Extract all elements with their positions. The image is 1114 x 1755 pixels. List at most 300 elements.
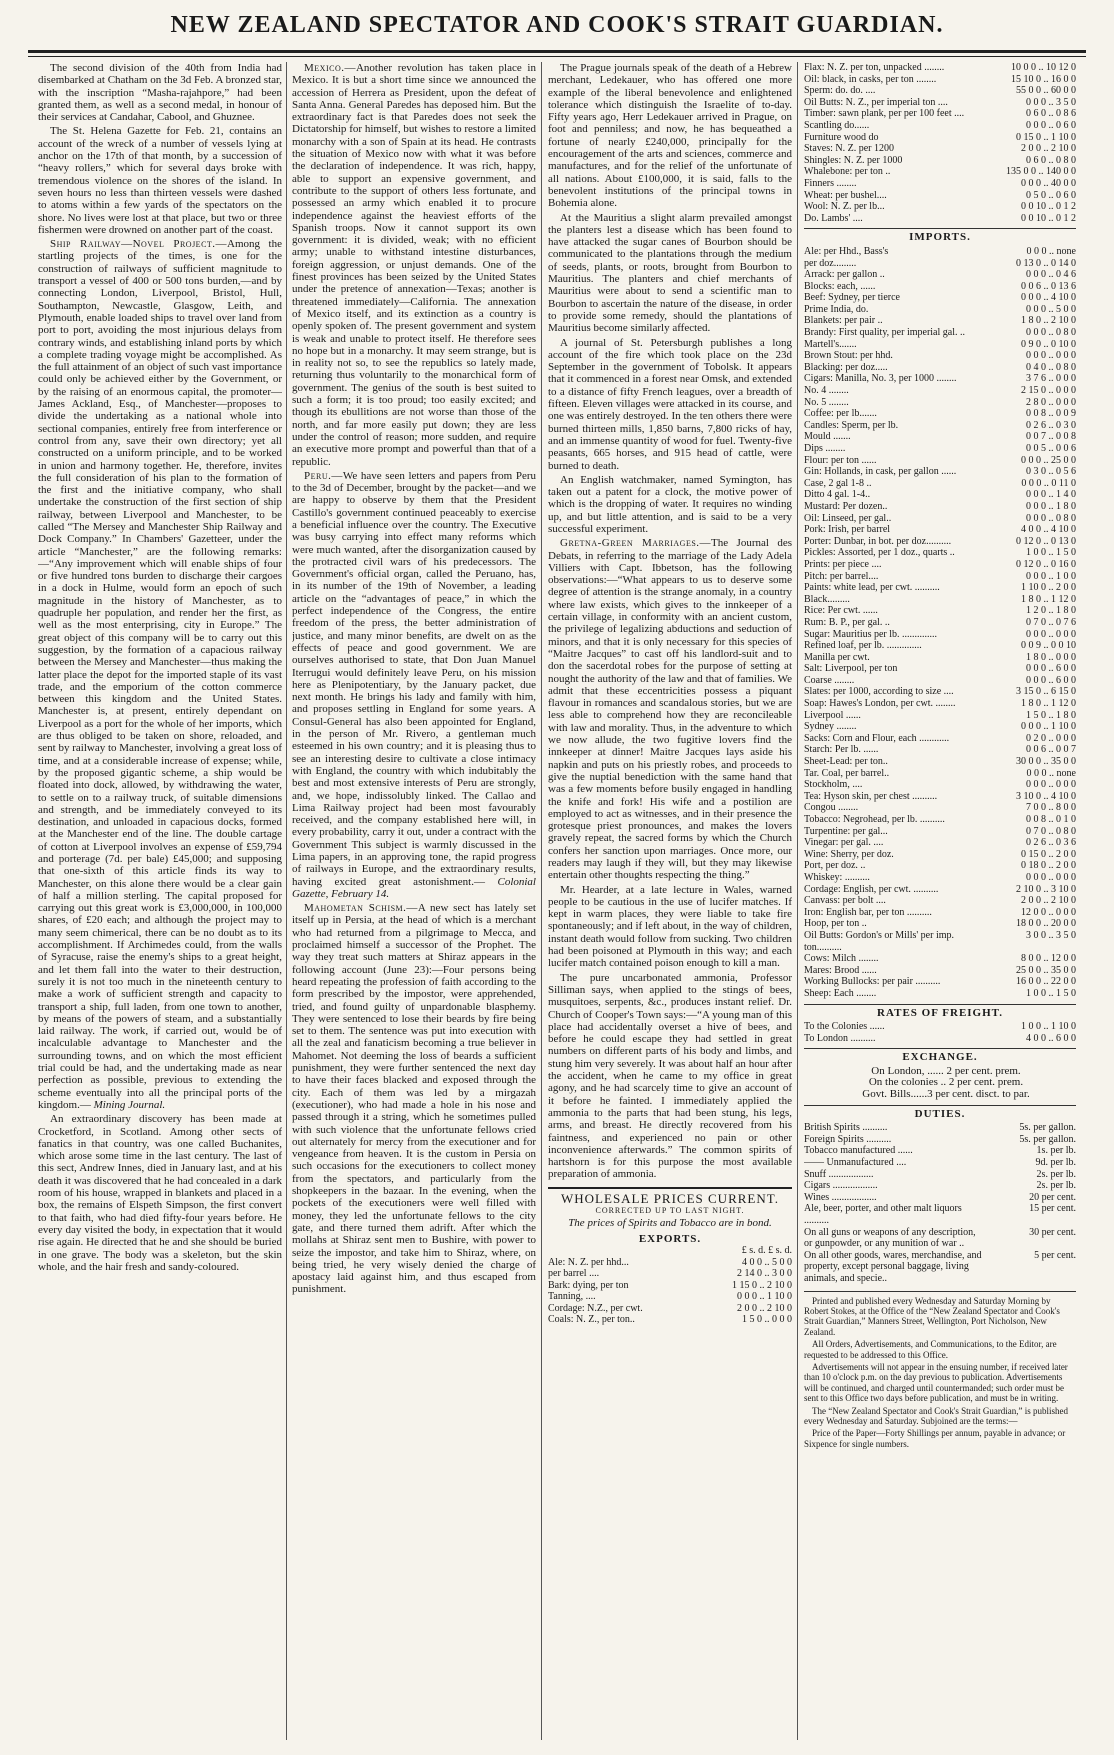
price-row	[804, 85, 1076, 97]
price-value: 0 0 0 .. 0 0 0	[1026, 628, 1076, 640]
price-item: Blankets: per pair ..	[804, 315, 883, 327]
colophon-paragraph: The “New Zealand Spectator and Cook's Strait Guardian,” is published every Wednesday and Saturday. Subjoined are the terms:—	[804, 1405, 1069, 1427]
price-value: 0 0 0 .. 6 0 0	[1026, 663, 1076, 675]
price-value: 5s. per gallon.	[1019, 1122, 1076, 1134]
article-paragraph	[548, 337, 792, 472]
price-row	[804, 814, 1076, 826]
article-paragraph	[548, 474, 792, 535]
column-1	[38, 62, 282, 1740]
price-row	[548, 1314, 792, 1326]
price-item: Wool: N. Z. per lb...	[804, 201, 885, 213]
price-value: 2 0 0 .. 2 10 0	[1021, 143, 1076, 155]
article-text: Among the startling projects of the times, is one for the construction of railways of sufficient magnitude to transport a vessel of 400 or 500 tons burden,—and by connecting London, Liverpool, Bristol, Hull, Southampton, Newcastle, Glasgow, Leith, and Plymouth, enable loaded ships to travel over land from port to port, avoiding the most injurious delays from contrary winds, and establishing inland ports by which a complete trading voyage might be accomplished. As the full attainment of an object of such vast importance could only be achieved either by the Government, or by the raising of an enormous capital, the promoter—James Ackland, Esq., of Manchester—proposes to divide the undertaking as a national whole into sectional companies, entirely free from interference or control from any, save their own directory; yet all constructed on a uniform principle, and to be worked in union and harmony together. He, therefore, invites the full consideration of his plan to the formation of the first and the initiative company, who shall undertake the construction of the first section of ship railway, between Liverpool and Manchester, to be called “The Mersey and Manchester Ship Railway and Dock Company.” In Chambers' Gazetteer, under the article “Manchester,” are the following remarks:—“Any improvement which will enable ships of four or five hundred tons burden to discharge their cargoes in a dock in Hulme, would form an epoch of such magnitude in the history of Manchester, as to quadruple her population, and render her the first, as well as the most enterprising, city in Europe.” The great object of this company will be to carry out this suggestion, by the formation of a capacious railway between the Mersey and Manchester—thus making the latter place the depot for the imported staple of its vast trade, and the emporium of the cotton commerce between this kingdom and the United States. Manchester is, at present, entirely dependant on Liverpool as a port for the whole of her imports, which are thus obliged to be taken on shore, reloaded, and sent by railway to Manchester, involving a great loss of time, and at a considerable increase of expense; while, by the proposed gigantic scheme, a ship would be floated into dock, allowed, by withdrawing the water, to settle on to a railway truck, of suitable dimensions and strength, and be immediately conveyed to its destination, and unloaded in capacious docks, formed at the Manchester end of the line. The double cartage of cotton at Liverpool involves an expense of £59,794 and porterage (7d. per bale) £45,000; and supposing that one-sixth of this article finds its way to Manchester, on this alone there would be a clear gain of half a million sterling. The capital proposed for carrying out this great work is £3,000,000, in 100,000 shares, of £20 each; and although the project may to many seem chimerical, there can be no doubt as to its accomplishment. If Archimedes could, from the walls of Syracuse, raise the enemy's ships to a great height, and let them fall into the water to their destruction, surely it is not too much in the nineteenth century to make a work of sufficient strength and capacity to transport a ship, full laden, from one town to another, by means of the powers of steam, and a substantially laid railway. The work, if carried out, would be of incalculable advantage to Manchester and the surrounding towns, and on which the most efficient trial could be had, and the undertaking made as near perfection as possible, previous to extending the scheme eventually into all the principal ports of the kingdom.—	[38, 238, 282, 1111]
price-row	[804, 258, 1076, 270]
price-row	[548, 1280, 792, 1292]
price-item: Beef: Sydney, per tierce	[804, 292, 900, 304]
price-row	[804, 292, 1076, 304]
colophon-paragraph: Price of the Paper—Forty Shillings per annum, payable in advance; or Sixpence for single numbers.	[804, 1428, 1066, 1449]
freight-table	[804, 1021, 1076, 1044]
price-item: Shingles: N. Z. per 1000	[804, 154, 903, 166]
price-item: Ditto 4 gal. 1-4..	[804, 489, 871, 501]
price-item: Black.........	[804, 593, 850, 605]
price-row	[804, 143, 1076, 155]
price-row	[804, 536, 1076, 548]
price-row	[804, 582, 1076, 594]
price-value: 2s. per lb.	[1036, 1180, 1076, 1192]
price-value: 3 7 6 .. 0 0 0	[1026, 373, 1076, 385]
price-value: 16 0 0 .. 22 0 0	[1016, 976, 1076, 988]
price-value: 0 0 7 .. 0 0 8	[1026, 431, 1076, 443]
price-row	[804, 132, 1076, 144]
price-item: Cordage: N.Z., per cwt.	[548, 1302, 643, 1314]
price-item: —— Unmanufactured ....	[804, 1157, 907, 1169]
price-row	[804, 513, 1076, 525]
price-value: 1 0 0 .. 1 5 0	[1026, 547, 1076, 559]
price-item: Stockholm, ....	[804, 779, 863, 791]
price-item: per doz.........	[804, 257, 857, 269]
price-row	[804, 501, 1076, 513]
article-text: At the Mauritius a slight alarm prevailed amongst the planters lest a disease which has been found to have attacked the sugar canes of Bourbon should be communicated to the plantations through the medium of seeds, plants, or roots, brought from Bourbon to Mauritius. The planters and chief merchants of Mauritius were about to send a scientific man to Bourbon to ascertain the nature of the disease, in order to provide some remedy, should the plantations of Mauritius become similarly affected.	[548, 211, 792, 335]
article-text: The Prague journals speak of the death of a Hebrew merchant, Ledekauer, who has offered one more example of the liberal benevolence and enlightened tolerance which distinguish the Israelite of to-day. Fifty years ago, Herr Ledekauer arrived in Prague, on foot and penniless; and now, he has bequeathed a fortune of nearly £240,000, principally for the encouragement of the arts and sciences, commerce and manufactures, and for the relief of the unfortunate of all nations. About £100,000, it is said, falls to the benevolent institutions of the principal towns in Bohemia alone.	[548, 62, 792, 210]
price-row	[804, 478, 1076, 490]
price-item: Scantling do......	[804, 119, 870, 131]
price-item: Ale: per Hhd., Bass's	[804, 245, 889, 257]
price-row	[804, 779, 1076, 791]
price-row	[804, 605, 1076, 617]
price-item: Tanning, ....	[548, 1291, 596, 1303]
article-paragraph	[548, 884, 792, 970]
price-item: Do. Lambs' ....	[804, 212, 863, 224]
price-item: British Spirits ..........	[804, 1122, 888, 1134]
price-item: Hoop, per ton ..	[804, 918, 867, 930]
price-value: 0 12 0 .. 0 13 0	[1016, 535, 1076, 547]
price-value: 1 8 0 .. 2 10 0	[1021, 315, 1076, 327]
price-item: Cigars: Manilla, No. 3, per 1000 ........	[804, 373, 957, 385]
price-item: Furniture wood do	[804, 131, 879, 143]
masthead-rule	[28, 50, 1086, 53]
price-value: 2 0 0 .. 2 10 0	[1021, 895, 1076, 907]
price-value: 3 0 0 .. 3 5 0	[1026, 929, 1076, 941]
exchange-heading: EXCHANGE.	[804, 1048, 1076, 1064]
price-value: 2 0 0 .. 2 10 0	[737, 1302, 792, 1314]
price-item: On all guns or weapons of any description, or gunpowder, or any munition of war ..	[804, 1226, 976, 1250]
price-item: Port, per doz. ..	[804, 860, 866, 872]
price-row	[804, 489, 1076, 501]
price-item: Prime India, do.	[804, 303, 869, 315]
price-row	[804, 1157, 1076, 1169]
price-row	[804, 907, 1076, 919]
price-item: Refined loaf, per lb. ..............	[804, 640, 922, 652]
article-text: Another revolution has taken place in Mexico. It is but a short time since we announced the accession of Herrera as President, upon the defeat of Santa Anna. General Paredes has deposed him. But the extraordinary fact is that Paredes does not seek the Dictatorship for himself, but wishes to restore a limited monarchy with a son of Spain at its head. He contrasts the situation of Mexico now with what it was before the declaration of independence. It was rich, happy, able to support an expensive government, and contribute to the support of others less fortunate, and possessed an army which enabled it to procure independence against the heaviest efforts of the Spanish troops. Now it cannot support its own government: it is divided, weak; with no efficient army; unable to withstand intestine disturbances, foreign aggression, or unjust demands. One of the finest provinces has been seized by the United States under the pretence of annexation—Texas; another is threatened immediately—California. The annexation of Mexico itself, and its extinction as a country is openly spoken of. The present government and system is weak and unable to protect itself. He therefore sees no hope but in a monarchy. It may seem strange, but is in reality not so, to see the republics so lately made, returning thus voluntarily to the monarchical form of government. The genius of the south is best suited to such a form; it is too proud; too easily excited; and though its ebullitions are not worse than those of the north, and far more easily put down; they are less under the control of reason; more sudden, and require an executive more prompt and powerful than that of a republic.	[292, 62, 536, 468]
price-value: £ s. d. £ s. d.	[741, 1244, 792, 1256]
price-value: 0 0 0 .. 0 8 0	[1026, 327, 1076, 339]
price-item: Case, 2 gal 1-8 ..	[804, 477, 872, 489]
price-row	[804, 965, 1076, 977]
article-text: The St. Helena Gazette for Feb. 21, contains an account of the wreck of a number of vessels lying at anchor on the 17th of that month, by a succession of “heavy rollers,” which for several days broke with tremendous violence on the shores of the island. In seven hours no less than thirteen vessels were dashed to atoms within a few yards of the spectators on the shore. No lives were lost at that place, but two or three fishermen were drowned on another part of the coast.	[38, 125, 282, 236]
price-item: Cordage: English, per cwt. ..........	[804, 883, 939, 895]
price-value: 0 3 0 .. 0 5 6	[1026, 466, 1076, 478]
price-value: 20 per cent.	[1029, 1191, 1076, 1203]
price-value: 2 10 0 .. 3 10 0	[1016, 883, 1076, 895]
article-paragraph	[292, 62, 536, 468]
price-value: 0 0 0 .. 1 8 0	[1026, 500, 1076, 512]
price-item: Snuff ..................	[804, 1168, 874, 1180]
price-value: 12 0 0 .. 0 0 0	[1021, 906, 1076, 918]
column-divider	[541, 62, 542, 1740]
price-value: 0 5 0 .. 0 6 0	[1026, 189, 1076, 201]
price-item: Paints: white lead, per cwt. ..........	[804, 582, 940, 594]
price-value: 5s. per gallon.	[1019, 1133, 1076, 1145]
price-item: Blacking: per doz.....	[804, 361, 888, 373]
price-row	[804, 350, 1076, 362]
price-item: Mustard: Per dozen..	[804, 500, 888, 512]
price-row	[804, 1145, 1076, 1157]
price-row	[804, 802, 1076, 814]
colophon-paragraph: Printed and published every Wednesday and Saturday Morning by Robert Stokes, at the Office of the “New Zealand Spectator and Cook's Strait Guardian,” Manners Street, Wellington, Port Nicholson, New Zealand.	[804, 1295, 1060, 1337]
price-value: 0 12 0 .. 0 16 0	[1016, 558, 1076, 570]
price-value: 2 15 0 .. 0 0 0	[1021, 385, 1076, 397]
masthead-rule-thin	[28, 56, 1086, 57]
price-value: 9d. per lb.	[1035, 1157, 1076, 1169]
price-row	[804, 710, 1076, 722]
price-row	[804, 155, 1076, 167]
price-item: Mares: Brood ......	[804, 964, 877, 976]
exports-table	[548, 1245, 792, 1326]
price-row	[804, 190, 1076, 202]
price-item: No. 4 ........	[804, 385, 849, 397]
price-row	[804, 1021, 1076, 1033]
price-row	[804, 733, 1076, 745]
price-value: 0 0 0 .. 0 11 0	[1021, 477, 1076, 489]
price-row	[804, 837, 1076, 849]
price-value: 0 0 0 .. none	[1026, 245, 1076, 257]
price-value: 1 5 0 .. 0 0 0	[742, 1314, 792, 1326]
price-item: Wines ..................	[804, 1191, 877, 1203]
price-item: Timber: sawn plank, per per 100 feet ....	[804, 108, 965, 120]
price-row	[804, 756, 1076, 768]
article-headline: Ship Railway—Novel Project.—	[50, 238, 228, 251]
price-row	[804, 594, 1076, 606]
price-value: 3 15 0 .. 6 15 0	[1016, 686, 1076, 698]
price-row	[804, 97, 1076, 109]
price-item: Wheat: per bushel....	[804, 189, 887, 201]
price-row	[804, 640, 1076, 652]
prices-title: WHOLESALE PRICES CURRENT.	[561, 1190, 779, 1206]
price-row	[804, 62, 1076, 74]
masthead-title: NEW ZEALAND SPECTATOR AND COOK'S STRAIT GUARDIAN.	[170, 12, 944, 38]
price-row	[548, 1268, 792, 1280]
article-paragraph	[292, 902, 536, 1296]
article-paragraph	[292, 470, 536, 900]
price-value: 1 8 0 .. 0 0 0	[1026, 651, 1076, 663]
price-row	[804, 1169, 1076, 1181]
price-value: 0 6 0 .. 0 8 6	[1026, 108, 1076, 120]
article-source: Mining Journal.	[93, 1098, 166, 1111]
price-row	[804, 652, 1076, 664]
price-value: 0 0 8 .. 0 1 0	[1026, 814, 1076, 825]
price-row	[804, 362, 1076, 374]
price-item: Salt: Liverpool, per ton	[804, 663, 898, 675]
price-value: 0 15 0 .. 2 0 0	[1021, 848, 1076, 860]
price-item: Oil Butts: N. Z., per imperial ton ....	[804, 96, 948, 108]
price-value: 1 2 0 .. 1 8 0	[1026, 605, 1076, 617]
price-value: 0 7 0 .. 0 8 0	[1026, 825, 1076, 837]
price-row	[804, 281, 1076, 293]
price-row	[804, 315, 1076, 327]
colophon-paragraph: Advertisements will not appear in the ensuing number, if received later than 10 o'clock p.m. on the day previous to publication. Advertisements will be continued, and charged until countermanded; such order must be sent to this Office two days before publication, and must be in writing.	[804, 1362, 1068, 1404]
article-paragraph	[38, 125, 282, 236]
article-paragraph	[548, 212, 792, 335]
price-value: 0 0 0 .. 1 10 0	[1021, 721, 1076, 733]
price-row	[804, 1203, 1076, 1226]
price-value: 1 0 0 .. 1 5 0	[1026, 987, 1076, 999]
price-item: Tobacco manufactured ......	[804, 1145, 913, 1157]
price-item: Rice: Per cwt. ......	[804, 605, 878, 617]
column-3-articles	[548, 62, 792, 1181]
price-value: 0 0 9 .. 0 0 10	[1021, 640, 1076, 652]
price-value: 1s. per lb.	[1036, 1145, 1076, 1157]
article-paragraph	[548, 537, 792, 881]
article-text: Mr. Hearder, at a late lecture in Wales, warned people to be cautious in the use of lucifer matches. If kept in warm places, they were liable to take fire spontaneously; and if left about, in the way of children, instant death would follow from sucking. Two children had been poisoned at Plymouth in this way; and each lucifer match contained poison enough to kill a man.	[548, 883, 792, 970]
price-value: 7 0 0 .. 8 0 0	[1026, 802, 1076, 814]
price-row	[804, 826, 1076, 838]
price-item: Staves: N. Z. per 1200	[804, 143, 894, 155]
price-value: 5 per cent.	[1034, 1249, 1076, 1261]
price-row	[804, 327, 1076, 339]
price-item: Dips ........	[804, 443, 846, 454]
price-value: 55 0 0 .. 60 0 0	[1016, 85, 1076, 97]
price-row	[804, 629, 1076, 641]
price-row	[804, 663, 1076, 675]
prices-note: The prices of Spirits and Tobacco are in bond.	[568, 1217, 772, 1230]
price-item: Starch: Per lb. ......	[804, 744, 879, 756]
price-value: 0 0 0 .. 25 0 0	[1021, 454, 1076, 466]
price-row	[804, 1134, 1076, 1146]
price-row	[804, 201, 1076, 213]
column-divider	[797, 62, 798, 1740]
price-value: 0 0 0 .. 5 0 0	[1026, 303, 1076, 315]
article-paragraph	[38, 238, 282, 1111]
article-text: An extraordinary discovery has been made at Crocketford, in Scotland. Among other sects of fanatics in that country, was one called Buchanites, which arose some time in the last century. The last of this sect, Andrew Innes, died in January last, and at his death it was discovered that he had concealed in a dark room of his house, wrapped in blankets and placed in a box, the remains of Elspeth Simpson, the first convert to that faith, who had died fifty-four years before. He every day visited the body, in expectation that it would rise again. He directed that he and she should be buried in one grave. The body was a skeleton, but the skin whole, and the hair fresh and sandy-coloured.	[38, 1113, 282, 1273]
price-row	[804, 524, 1076, 536]
price-item: Wine: Sherry, per doz.	[804, 848, 894, 860]
article-text: We have seen letters and papers from Peru to the 3d of December, brought by the packet—and we are happy to observe by them that the President Castillo's government continued peaceably to exercise a beneficial influence over the country. The Executive was busy carrying into effect many reforms which were much wanted, after the disorganization caused by the protracted civil wars of his predecessors. The Government's official organ, called the Peruano, has, in its number of the 19th of November, a leading article on the “advantages of peace,” in which the perfect independence of the Congress, the entire freedom of the press, the better administration of justice, and many minor benefits, are dwelt on as the effects of peace and good government. We are ourselves authorised to state, that Don Juan Manuel Iterrugui would definitely leave Peru, on his mission here as Plenipotentiary, by the January packet, due next month. He brings his lady and family with him, and proposes settling in England for some years. A Consul-General has also been appointed for England, in the person of Mr. Rivero, a gentleman much esteemed in his own country; and it is pleasing thus to see an interesting desire to cultivate a close intimacy with England, the country with which indubitably the best and most extensive interests of Peru are strongly, and, we hope, indissolubly linked. The Callao and Lima Railway project had been most favourably received, and the company established here will, in every probability, carry it out, under a contract with the Government This subject is warmly discussed in the Lima papers, in an approving tone, the rapid progress of railways in Europe, and the extraordinary results, having excited great astonishment.—	[292, 469, 536, 888]
price-value: 25 0 0 .. 35 0 0	[1016, 964, 1076, 976]
column-4-prices	[804, 62, 1076, 1740]
price-value: 15 per cent.	[1029, 1203, 1076, 1215]
exchange-rate: Govt. Bills......3 per cent. disct. to par.	[862, 1088, 1030, 1101]
price-row	[804, 918, 1076, 930]
price-item: Vinegar: per gal. ....	[804, 837, 884, 849]
price-item: Rum: B. P., per gal. ..	[804, 616, 890, 628]
price-row	[804, 884, 1076, 896]
price-item: Ale: N. Z. per hhd...	[548, 1256, 629, 1268]
price-value: 0 0 5 .. 0 0 6	[1026, 443, 1076, 454]
price-row	[804, 385, 1076, 397]
price-row	[804, 571, 1076, 583]
price-row	[804, 108, 1076, 120]
price-row	[804, 120, 1076, 132]
price-item: Flour: per ton ......	[804, 454, 877, 466]
price-item: Ale, beer, porter, and other malt liquors ..........	[804, 1203, 962, 1226]
price-row	[804, 246, 1076, 258]
exchange-list	[804, 1066, 1076, 1101]
price-item: Manilla per cwt.	[804, 651, 870, 663]
article-text: The second division of the 40th from India had disembarked at Chatham on the 3d Feb. A bronzed star, with the inscription “Masha-rajahpore,” had been granted them, as well as a second medal, in honour of their services at Candahar, Cabool, and Ghuznee.	[38, 62, 282, 124]
price-item: Bark: dying, per ton	[548, 1279, 629, 1291]
price-value: 0 0 0 .. 0 0 0	[1026, 779, 1076, 791]
price-value: 15 10 0 .. 16 0 0	[1011, 73, 1076, 85]
exchange-rate: On London, ...... 2 per cent. prem.	[871, 1064, 1021, 1077]
price-row	[804, 408, 1076, 420]
price-item: Tobacco: Negrohead, per lb. ..........	[804, 814, 945, 825]
price-row	[804, 559, 1076, 571]
price-item: Pork: Irish, per barrel	[804, 524, 891, 536]
price-item: Sheep: Each ........	[804, 987, 877, 999]
price-item: Coarse ........	[804, 674, 855, 686]
price-value: 1 5 0 .. 1 8 0	[1026, 709, 1076, 721]
price-item: Brandy: First quality, per imperial gal. ..	[804, 327, 965, 339]
price-value: 18 0 0 .. 20 0 0	[1016, 918, 1076, 930]
price-row	[804, 269, 1076, 281]
price-value: 0 0 8 .. 0 0 9	[1026, 408, 1076, 420]
price-item: Sugar: Mauritius per lb. ..............	[804, 628, 938, 640]
column-divider	[286, 62, 287, 1740]
price-value: 0 0 0 .. 1 0 0	[1026, 570, 1076, 582]
price-item: Porter: Dunbar, in bot. per doz..........	[804, 535, 952, 547]
price-item: Sacks: Corn and Flour, each ............	[804, 732, 950, 744]
duties-heading: DUTIES.	[804, 1105, 1076, 1121]
price-value: 0 18 0 .. 2 0 0	[1021, 860, 1076, 872]
price-value: 2s. per lb.	[1036, 1168, 1076, 1180]
price-item: Cigars ..................	[804, 1180, 878, 1192]
price-value: 1 0 0 .. 1 10 0	[1021, 1021, 1076, 1033]
article-text: A new sect has lately set itself up in Persia, at the head of which is a merchant who had returned from a pilgrimage to Mecca, and proclaimed himself a successor of the Prophet. The way they treat such matters at Shiraz appears in the following account (June 23):—Four persons being heard repeating the profession of faith according to the form prescribed by the impostor, were apprehended, tried, and found guilty of unpardonable blasphemy. They were sentenced to lose their beards by fire being set to them. The sentence was put into execution with all the zeal and fanaticism becoming a true believer in Mahomet. Not deeming the loss of beards a sufficient punishment, they were further sentenced the next day to have their faces blacked and exposed through the city. Each of them was led by a mirgazah (executioner), who had made a hole in his nose and passed through it a string, which he sometimes pulled with such violence that the unfortunate fellows cried out alternately for mercy from the executioner and for vengeance from heaven. It is the custom in Persia on such occasions for the executioners to collect money from the spectators, and particularly from the shopkeepers in the bazaar. In the evening, when the pockets of the executioners were well filled with money, they led the unfortunate fellows to the city gate, and there turned them adrift. After which the mollahs at Shiraz sent men to Bushire, with power to seize the impostor, and take him to Shiraz, where, on being tried, he very wisely denied the charge of apostacy laid against him, and thus escaped from punishment.	[292, 902, 536, 1296]
price-row	[804, 895, 1076, 907]
price-item: Tea: Hyson skin, per chest ..........	[804, 790, 938, 802]
price-row	[804, 976, 1076, 988]
price-value: 0 6 0 .. 0 8 0	[1026, 154, 1076, 166]
price-item: Oil Butts: Gordon's or Mills' per imp. ton..........	[804, 929, 954, 953]
price-row	[804, 1033, 1076, 1045]
article-text: The Journal des Debats, in referring to the marriage of the Lady Adela Villiers with Capt. Ibbetson, has the following observations:—“What appears to us to deserve some degree of attention is the strange anomaly, in a country where law exists, which gives to the innkeeper of a certain village, in conformity with an ancient custom, the privilege of legalizing abductions and seduction of minors, and that it is only necessary for this species of “Maitre Jacques” to cast off his landlord-suit and to don the sacerdotal robes for the purpose of setting at nought the authority of the law and that of families. We admit that these eccentricities possess a piquant flavour in romances and scandalous stories, but we are less able to comprehend how they are reconcileable with law and morality. Thus, in the adventure to which we now allude, the two fugitive lovers find the innkeeper at dinner! Maitre Jacques lays aside his napkin and puts on his priestly robes, and proceeds to give the nuptial benediction with the same hand that was a few moments before busily engaged in handling the knife and fork! His wife and a postilion are employed to act as witnesses, and in their presence the grotesque priest pronounces, and makes the lovers gravely repeat, the sacred forms by which the Church confers her sanction upon marriages. Once more, our readers may laugh if they will, but they may likewise entertain other thoughts respecting the thing.”	[548, 537, 792, 882]
price-value: 4 0 0 .. 5 0 0	[742, 1256, 792, 1268]
price-row	[804, 397, 1076, 409]
exchange-rate: On the colonies .. 2 per cent. prem.	[868, 1076, 1024, 1089]
price-value: 0 7 0 .. 0 7 6	[1026, 616, 1076, 628]
price-value: 10 0 0 .. 10 12 0	[1011, 62, 1076, 73]
price-item: Candles: Sperm, per lb.	[804, 419, 899, 431]
price-row	[804, 1192, 1076, 1204]
price-row	[804, 686, 1076, 698]
article-headline: Mexico.—	[304, 62, 356, 74]
price-row	[804, 166, 1076, 178]
article-text: An English watchmaker, named Symington, has taken out a patent for a clock, the motive power of which is the dropping of water. It requires no winding up, and but little attention, and is said to be a very successful experiment.	[548, 473, 792, 535]
exports-continued-table	[804, 62, 1076, 224]
price-item: Flax: N. Z. per ton, unpacked ........	[804, 62, 945, 73]
price-row	[548, 1303, 792, 1315]
price-item: Iron: English bar, per ton ..........	[804, 906, 932, 918]
price-value: 0 0 0 .. 40 0 0	[1021, 177, 1076, 189]
price-row	[804, 339, 1076, 351]
price-item: Blocks: each, ......	[804, 280, 876, 292]
price-value: 2 8 0 .. 0 0 0	[1026, 396, 1076, 408]
price-value: 0 2 6 .. 0 3 6	[1026, 837, 1076, 849]
price-value: 0 9 0 .. 0 10 0	[1021, 338, 1076, 350]
price-value: 0 0 10 .. 0 1 2	[1021, 212, 1076, 224]
price-row	[804, 872, 1076, 884]
imports-table	[804, 246, 1076, 1000]
price-value: 0 0 0 .. 1 4 0	[1026, 489, 1076, 501]
price-row	[804, 930, 1076, 953]
article-paragraph	[548, 972, 792, 1181]
price-item: Whalebone: per ton ..	[804, 166, 891, 178]
price-item: Oil: Linseed, per gal..	[804, 512, 892, 524]
price-value: 0 2 6 .. 0 3 0	[1026, 419, 1076, 431]
price-row	[804, 178, 1076, 190]
price-item	[548, 1245, 700, 1257]
price-item: Prints: per piece ....	[804, 558, 882, 570]
colophon-paragraph: All Orders, Advertisements, and Communications, to the Editor, are requested to be addressed to this Office.	[804, 1339, 1057, 1360]
price-value: 0 13 0 .. 0 14 0	[1016, 257, 1076, 269]
price-row	[804, 744, 1076, 756]
price-row	[548, 1245, 792, 1257]
duties-table	[804, 1122, 1076, 1284]
column-3	[548, 62, 792, 1740]
price-item: Congou ........	[804, 802, 859, 814]
article-paragraph	[38, 1113, 282, 1273]
price-row	[804, 74, 1076, 86]
price-row	[804, 455, 1076, 467]
article-text: The pure uncarbonated ammonia, Professor Silliman says, when applied to the stings of bees, musquitoes, serpents, &c., produces instant relief. Dr. Church of Cooper's Town says:—“A young man of this place had accidentally overset a hive of bees, and before he could escape they had settled in great numbers on different parts of his body and limbs, and stung him very severely. It was about half an hour after the accident, when he came to my office in great agony, and he had scarcely time to give an account of it before he fainted. I immediately applied the ammonia to the parts that had been stung, his legs, arms, and breast. He directly recovered from his faintness, and experienced no pain or other inconvenience afterwards.” The common spirits of hartshorn is for this purpose the most available preparation of ammonia.	[548, 971, 792, 1181]
price-row	[804, 860, 1076, 872]
price-row	[804, 953, 1076, 965]
price-row	[804, 547, 1076, 559]
price-value: 0 0 10 .. 0 1 2	[1021, 201, 1076, 213]
article-headline: Gretna-Green Marriages.—	[560, 537, 712, 550]
price-item: Turpentine: per gal...	[804, 825, 888, 837]
price-item: Oil: black, in casks, per ton ........	[804, 73, 937, 85]
price-value: 0 0 0 .. 0 8 0	[1026, 512, 1076, 524]
article-paragraph	[548, 62, 792, 210]
article-text: A journal of St. Petersburgh publishes a long account of the fire which took place on the 23d September in the government of Tobolsk. It appears that it commenced in a forest near Omsk, and extended to a distance of fifty French leagues, over a breadth of fifteen. Eleven villages were attacked in its course, and one was entirely destroyed. In the ten others there were burned thirteen mills, 1,850 barns, 7,800 ricks of hay, and an immense quantity of wood for fuel. Twenty-five peasants, 665 horses, and 915 head of cattle, were burned to death.	[548, 336, 792, 472]
price-item: Coals: N. Z., per ton..	[548, 1314, 635, 1326]
price-value: 0 0 0 .. 3 5 0	[1026, 96, 1076, 108]
price-item: Tar. Coal, per barrel..	[804, 767, 890, 779]
price-row	[804, 443, 1076, 455]
price-item: Finners ........	[804, 177, 857, 189]
price-row	[548, 1291, 792, 1303]
price-row	[804, 675, 1076, 687]
price-value: 4 0 0 .. 4 10 0	[1021, 524, 1076, 536]
price-value: 1 8 0 .. 1 12 0	[1021, 593, 1076, 605]
price-value: 0 0 0 .. 1 10 0	[737, 1291, 792, 1303]
price-item: To the Colonies ......	[804, 1021, 885, 1033]
colophon	[804, 1291, 1076, 1450]
prices-subtitle: CORRECTED UP TO LAST NIGHT.	[595, 1206, 745, 1216]
exports-heading: EXPORTS.	[638, 1232, 702, 1245]
price-value: 30 per cent.	[1029, 1226, 1076, 1238]
price-value: 2 14 0 .. 3 0 0	[737, 1268, 792, 1280]
price-value: 0 0 0 .. 4 10 0	[1021, 292, 1076, 304]
price-item: To London ..........	[804, 1032, 876, 1044]
price-row	[804, 988, 1076, 1000]
price-item: Soap: Hawes's London, per cwt. ........	[804, 698, 956, 710]
price-value: 0 2 0 .. 0 0 0	[1026, 732, 1076, 744]
price-item: Arrack: per gallon ..	[804, 269, 885, 281]
article-paragraph	[38, 62, 282, 123]
price-item: Sydney ........	[804, 721, 857, 733]
